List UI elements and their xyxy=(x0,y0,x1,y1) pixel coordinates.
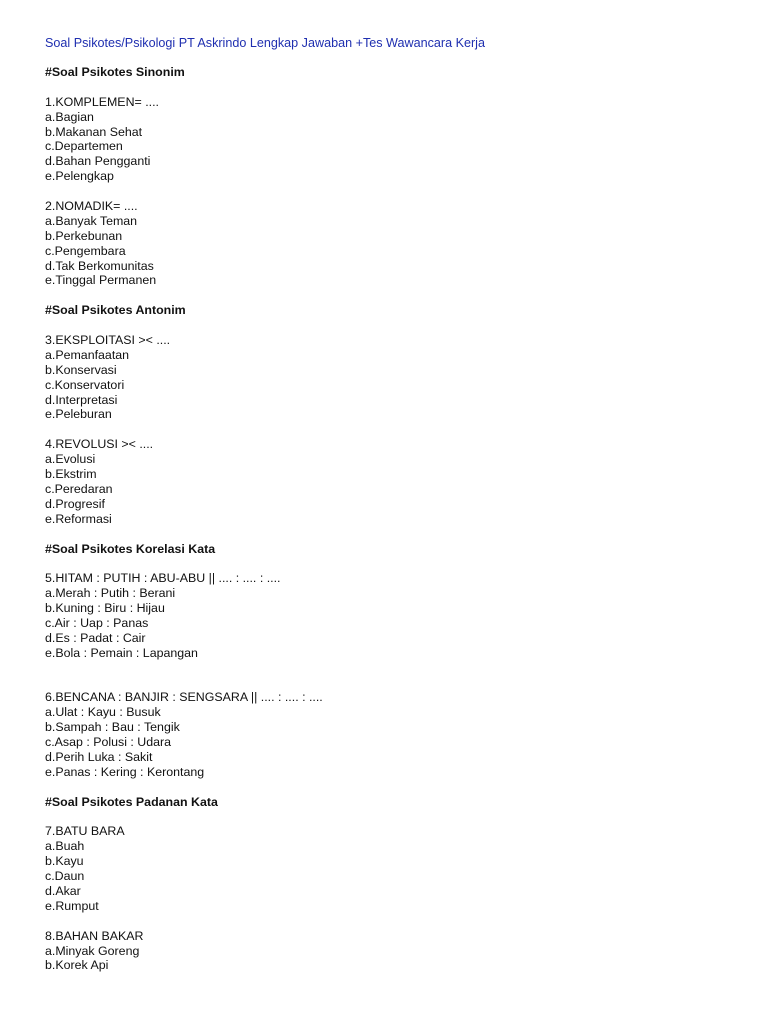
blank-line xyxy=(45,973,725,988)
question-text: 7.BATU BARA xyxy=(45,824,125,839)
answer-option: b.Korek Api xyxy=(45,958,109,973)
section-heading: #Soal Psikotes Sinonim xyxy=(45,65,185,79)
answer-option: e.Pelengkap xyxy=(45,169,114,184)
answer-option: d.Perih Luka : Sakit xyxy=(45,749,153,764)
answer-option: b.Sampah : Bau : Tengik xyxy=(45,720,180,735)
section-heading: #Soal Psikotes Padanan Kata xyxy=(45,794,218,809)
question-text: 4.REVOLUSI >< .... xyxy=(45,437,154,452)
answer-option: e.Peleburan xyxy=(45,407,112,422)
answer-option: a.Buah xyxy=(45,839,85,854)
question-text: 6.BENCANA : BANJIR : SENGSARA || .... : .... : .... xyxy=(45,690,323,705)
answer-option: a.Minyak Goreng xyxy=(45,943,140,958)
document-body xyxy=(45,65,725,988)
answer-option: a.Ulat : Kayu : Busuk xyxy=(45,705,161,720)
blank-line xyxy=(45,80,725,95)
question-text: 1.KOMPLEMEN= .... xyxy=(45,94,159,109)
answer-option: c.Departemen xyxy=(45,139,123,154)
answer-option: d.Akar xyxy=(45,883,81,898)
answer-option: a.Bagian xyxy=(45,109,94,124)
blank-line xyxy=(45,184,725,199)
answer-option: b.Konservasi xyxy=(45,362,117,377)
blank-line xyxy=(45,914,725,929)
answer-option: b.Kuning : Biru : Hijau xyxy=(45,601,165,616)
blank-line xyxy=(45,661,725,676)
blank-line xyxy=(45,780,725,795)
section-heading: #Soal Psikotes Antonim xyxy=(45,303,186,318)
document-title: Soal Psikotes/Psikologi PT Askrindo Lengkap Jawaban +Tes Wawancara Kerja xyxy=(45,36,485,50)
blank-line xyxy=(45,676,725,691)
answer-option: c.Pengembara xyxy=(45,243,126,258)
blank-line xyxy=(45,527,725,542)
question-text: 8.BAHAN BAKAR xyxy=(45,928,144,943)
answer-option: b.Ekstrim xyxy=(45,467,97,482)
question-text: 3.EKSPLOITASI >< .... xyxy=(45,333,171,348)
answer-option: d.Interpretasi xyxy=(45,392,118,407)
blank-line xyxy=(45,422,725,437)
answer-option: e.Panas : Kering : Kerontang xyxy=(45,764,205,779)
answer-option: a.Merah : Putih : Berani xyxy=(45,586,176,601)
section-heading: #Soal Psikotes Korelasi Kata xyxy=(45,541,216,556)
question-text: 2.NOMADIK= .... xyxy=(45,199,138,214)
answer-option: d.Es : Padat : Cair xyxy=(45,630,146,645)
answer-option: c.Konservatori xyxy=(45,377,125,392)
question-text: 5.HITAM : PUTIH : ABU-ABU || .... : .... : .... xyxy=(45,571,281,586)
answer-option: a.Banyak Teman xyxy=(45,213,138,228)
blank-line xyxy=(45,288,725,303)
answer-option: a.Evolusi xyxy=(45,452,96,467)
answer-option: d.Tak Berkomunitas xyxy=(45,258,154,273)
answer-option: b.Kayu xyxy=(45,854,84,869)
answer-option: c.Asap : Polusi : Udara xyxy=(45,735,172,750)
answer-option: d.Bahan Pengganti xyxy=(45,154,151,169)
answer-option: b.Perkebunan xyxy=(45,228,123,243)
answer-option: c.Air : Uap : Panas xyxy=(45,615,149,630)
answer-option: a.Pemanfaatan xyxy=(45,347,130,362)
answer-option: c.Daun xyxy=(45,869,85,884)
answer-option: e.Tinggal Permanen xyxy=(45,273,157,288)
answer-option: e.Reformasi xyxy=(45,511,112,526)
blank-line xyxy=(45,318,725,333)
answer-option: b.Makanan Sehat xyxy=(45,124,143,139)
blank-line xyxy=(45,556,725,571)
blank-line xyxy=(45,810,725,825)
answer-option: e.Bola : Pemain : Lapangan xyxy=(45,645,198,660)
answer-option: c.Peredaran xyxy=(45,481,113,496)
answer-option: e.Rumput xyxy=(45,898,99,913)
answer-option: d.Progresif xyxy=(45,496,105,511)
